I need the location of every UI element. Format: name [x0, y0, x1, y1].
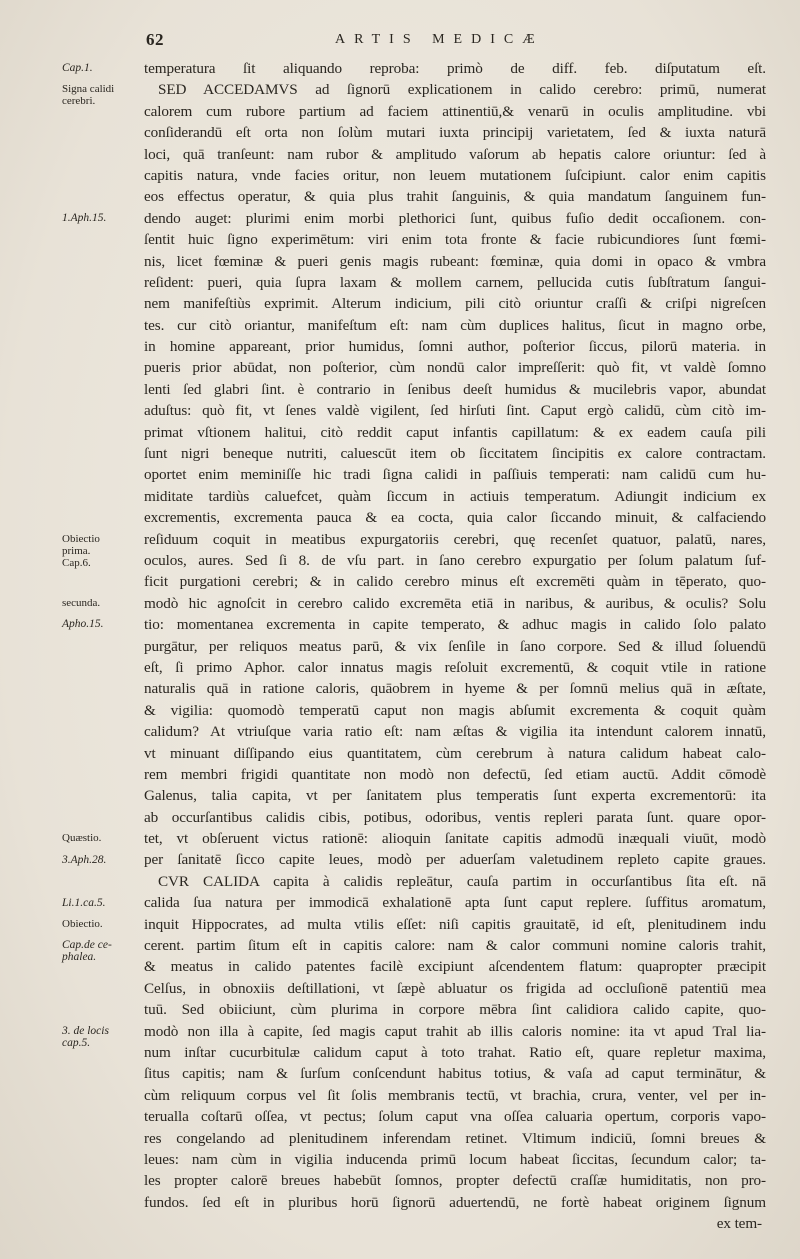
- margin-note: Quæstio.: [62, 832, 102, 845]
- text-line: naturalis quā in ratione caloris, quāobrem in hyeme & per ſomnū melius quā in æſtate,: [144, 680, 766, 698]
- text-line: excrementis, excrementa pauca & ea cocta, quia calor ſiccando minuit, & calfaciendo: [144, 509, 766, 527]
- marginalia-column: [62, 58, 142, 1238]
- text-line: oportet enim meminiſſe hic tradi ſigna calidi in paſſiuis temperati: nam calidū cum hu-: [144, 466, 766, 484]
- margin-note: 1.Aph.15.: [62, 211, 107, 224]
- text-line: ſitus capitis; nam & ſurſum conſcendunt habitus totius, & vaſa ad caput terminātur, &: [144, 1065, 766, 1083]
- text-line: res congelando ad plenitudinem inferendam retinet. Vltimum indiciū, ſomni breues &: [144, 1129, 766, 1147]
- text-line: & vigilia: quomodò temperatū caput non magis abſumit excrementa & coquit quàm: [144, 701, 766, 719]
- margin-note: Cap.1.: [62, 62, 93, 74]
- margin-note: 3. de locis cap.5.: [62, 1025, 109, 1049]
- text-line: cùm reliquum corpus vel ſit ſolis membranis tectū, vt brachia, crura, venter, vel per in-: [144, 1086, 766, 1104]
- text-line: capitis natura, vnde facies oritur, non leuem mutationem ſuſcipiunt. calor enim capitis: [144, 166, 766, 184]
- text-line: conſiderandū eſt orta non ſolùm mutari iuxta principij varietatem, ſed & iuxta naturā: [144, 124, 766, 142]
- margin-note: secunda.: [62, 597, 101, 609]
- text-line: pueris prior abūdat, non poſterior, cùm nondū calor impreſſerit: quò fit, vt valdè ſomno: [144, 359, 766, 377]
- catchword: ex tem-: [716, 1215, 762, 1233]
- text-line: miditate tardiùs caluefcet, quàm ſiccum in actiuis temperatum. Adiungit indicium ex: [144, 487, 766, 505]
- text-line: temperatura ſit aliquando reproba: primò de diff. feb. diſputatum eſt.: [144, 60, 766, 77]
- text-line: calorem cum rubore partium ad faciem attinentiū,& venarū in oculis amplitudine. vbi: [144, 102, 766, 120]
- page-number: 62: [146, 30, 164, 49]
- page-header: [0, 30, 800, 56]
- text-line: calida ſua natura per immodicā exhalationē apta ſunt caput replere. ſuffitus aromatum,: [144, 894, 766, 912]
- text-line: in homine appareant, prior humidus, ſomni author, poſterior ſiccus, pilorū materia. in: [144, 338, 766, 356]
- text-line: eſt, ſi primo Aphor. calor innatus magis reſoluit excrementū, & coquit vtile in ratione: [144, 658, 766, 676]
- text-line: num inſtar cucurbitulæ calidum caput à toto trahat. Ratio eſt, quare repletur maxima,: [144, 1043, 766, 1061]
- text-line: inquit Hippocrates, ad multa vtilis eſſet: niſi capitis grauitatē, id eſt, plenitudinem indu: [144, 915, 766, 933]
- margin-note: Obiectio prima. Cap.6.: [62, 532, 100, 569]
- text-line: tuū. Sed obiiciunt, cùm plurima in corpore mēbra ſint calidiora calido capite, quo-: [144, 1001, 766, 1019]
- text-line: lenti ſed glabri ſint. è contrario in ſenibus deeſt humidus & mucilebris vapor, abundat: [144, 380, 766, 398]
- text-line: tet, vt obſeruent victus rationē: alioquin ſanitate capitis admodū inæquali viuūt, modò: [144, 830, 766, 848]
- margin-note: Cap.de ce- phalea.: [62, 939, 112, 964]
- margin-note: 3.Aph.28.: [62, 853, 107, 866]
- margin-note: Signa calidi cerebri.: [62, 83, 115, 108]
- text-line: reſident: pueri, quia ſupra laxam & mollem carnem, pellucida cutis ſubſtratum ſangui-: [144, 273, 766, 291]
- text-line: primat vſtionem halitui, citò reddit caput infantis capillatum: & ex eadem cauſa pili: [144, 423, 766, 441]
- text-line: modò hic agnoſcit in cerebro calido excremēta etiā in naribus, & auribus, & oculis? Solu: [144, 594, 766, 612]
- text-line: terualla coſtarū oſſea, vt pectus; ſolum caput vna oſſea caluaria opertum, corporis vapo-: [144, 1108, 766, 1126]
- text-line: dendo auget: plurimi enim morbi plethorici ſunt, quibus fuſio dedit occaſionem. con-: [144, 209, 766, 227]
- text-line: eos effectus operatur, & quia plus trahit ſanguinis, & quia mandatum ſanguinem fun-: [144, 188, 766, 206]
- text-line: fundos. ſed eſt in pluribus horū ſignorū aduertendū, ne fortè habeat originem ſignum: [144, 1193, 766, 1211]
- text-line: & meatus in calido patentes facilè excipiunt aſcendentem flatum: quapropter præcipit: [144, 958, 766, 976]
- text-line: Celſus, in obnoxiis deſtillationi, vt ſæpè abluatur os frigida ad occluſionē patentiū mea: [144, 979, 766, 997]
- text-line: ficit purgationi cerebri; & in calido cerebro minus eſt excremēti quàm in tēperato, quo-: [144, 573, 766, 591]
- text-line: nis, licet fœminæ & pueri genis magis rubeant: fœminæ, quia domi in opaco & vmbra: [144, 252, 766, 270]
- main-text-block: [144, 58, 766, 1234]
- text-line: ſentit huic ſigno experimētum: viri enim tota fronte & facie rubicundiores ſunt fœmi-: [144, 231, 766, 249]
- margin-note: Obiectio.: [62, 918, 103, 930]
- text-line: oculos, aures. Sed ſi 8. de vſu part. in ſano cerebro expurgatio per ſolum palatum ſuf-: [144, 551, 766, 569]
- text-line: Galenus, talia capita, vt per ſanitatem plus temperatis ſunt experta excrementorū: ita: [144, 787, 766, 805]
- text-line: vt minuant diſſipando eius quantitatem, cùm cerebrum à natura calidum habeat calo-: [144, 744, 766, 762]
- text-line: tes. cur citò oriantur, manifeſtum eſt: nam cùm duplices halitus, ſicut in magno orbe,: [144, 316, 766, 334]
- text-line: nem manifeſtiùs exprimit. Alterum indicium, pili citò oriuntur craſſi & criſpi nigreſcen: [144, 295, 766, 313]
- text-line: aduſtus: quò fit, vt ſenes valdè vigilent, ſed hirſuti ſint. Caput ergò calidū, cùm citò im-: [144, 402, 766, 420]
- text-line: CVR CALIDA capita à calidis repleātur, cauſa partim in occurſantibus ſita eſt. nā: [158, 872, 766, 890]
- text-line: ſunt nigri beneque nutriti, caluescūt item ob ſiccitatem ſincipitis ex calore contractam.: [144, 445, 766, 463]
- text-line: reſiduum coquit in meatibus expurgatoriis cerebri, quę recenſet quatuor, palatū, nares,: [144, 530, 766, 548]
- margin-note: Apho.15.: [62, 618, 104, 631]
- text-line: rem membri frigidi quantitate non modò non defectū, ſed etiam auctū. Addit cōmodè: [144, 765, 766, 783]
- text-line: per ſanitatē ſicco capite leues, modò per aduerſam valetudinem repleto capite graues.: [144, 851, 766, 869]
- text-line: tio: momentanea excrementa in capite temperato, & adhuc magis in calido ſolo palato: [144, 616, 766, 634]
- running-title: ARTIS MEDICÆ: [335, 32, 544, 47]
- text-line: modò non illa à capite, ſed magis caput trahit ab illis caloris nomine: ita vt apud Tral lia-: [144, 1022, 766, 1040]
- text-line: les propter calorē breues habebūt ſomnos, propter defectū craſſæ humiditatis, non pro-: [144, 1172, 766, 1190]
- margin-note: Li.1.ca.5.: [62, 896, 106, 909]
- text-line: calidum? At vtriuſque varia ratio eſt: nam æſtas & vigilia ita intendunt calorem innatū,: [144, 723, 766, 741]
- text-line: leues: nam cùm in vigilia inducenda primū locum habeat ſiccitas, ſecundum calor; ta-: [144, 1150, 766, 1168]
- text-line: cerent. partim ſitum eſt in capitis calore: nam & calor communi nomine caloris trahit,: [144, 937, 766, 955]
- text-line: loci, quā tranſeunt: nam rubor & amplitudo vaſorum ab hepatis calore oriuntur: ſed à: [144, 145, 766, 163]
- text-line: purgātur, per reliquos meatus parū, & vix ſenſile in ſano corpore. Sed & illud ſoluendū: [144, 637, 766, 655]
- text-line: ab occurſantibus calidis cibis, potibus, odoribus, ventis repleri parata ſunt. quare opor-: [144, 808, 766, 826]
- text-line: SED ACCEDAMVS ad ſignorū explicationem in calido cerebro: primū, numerat: [158, 81, 766, 99]
